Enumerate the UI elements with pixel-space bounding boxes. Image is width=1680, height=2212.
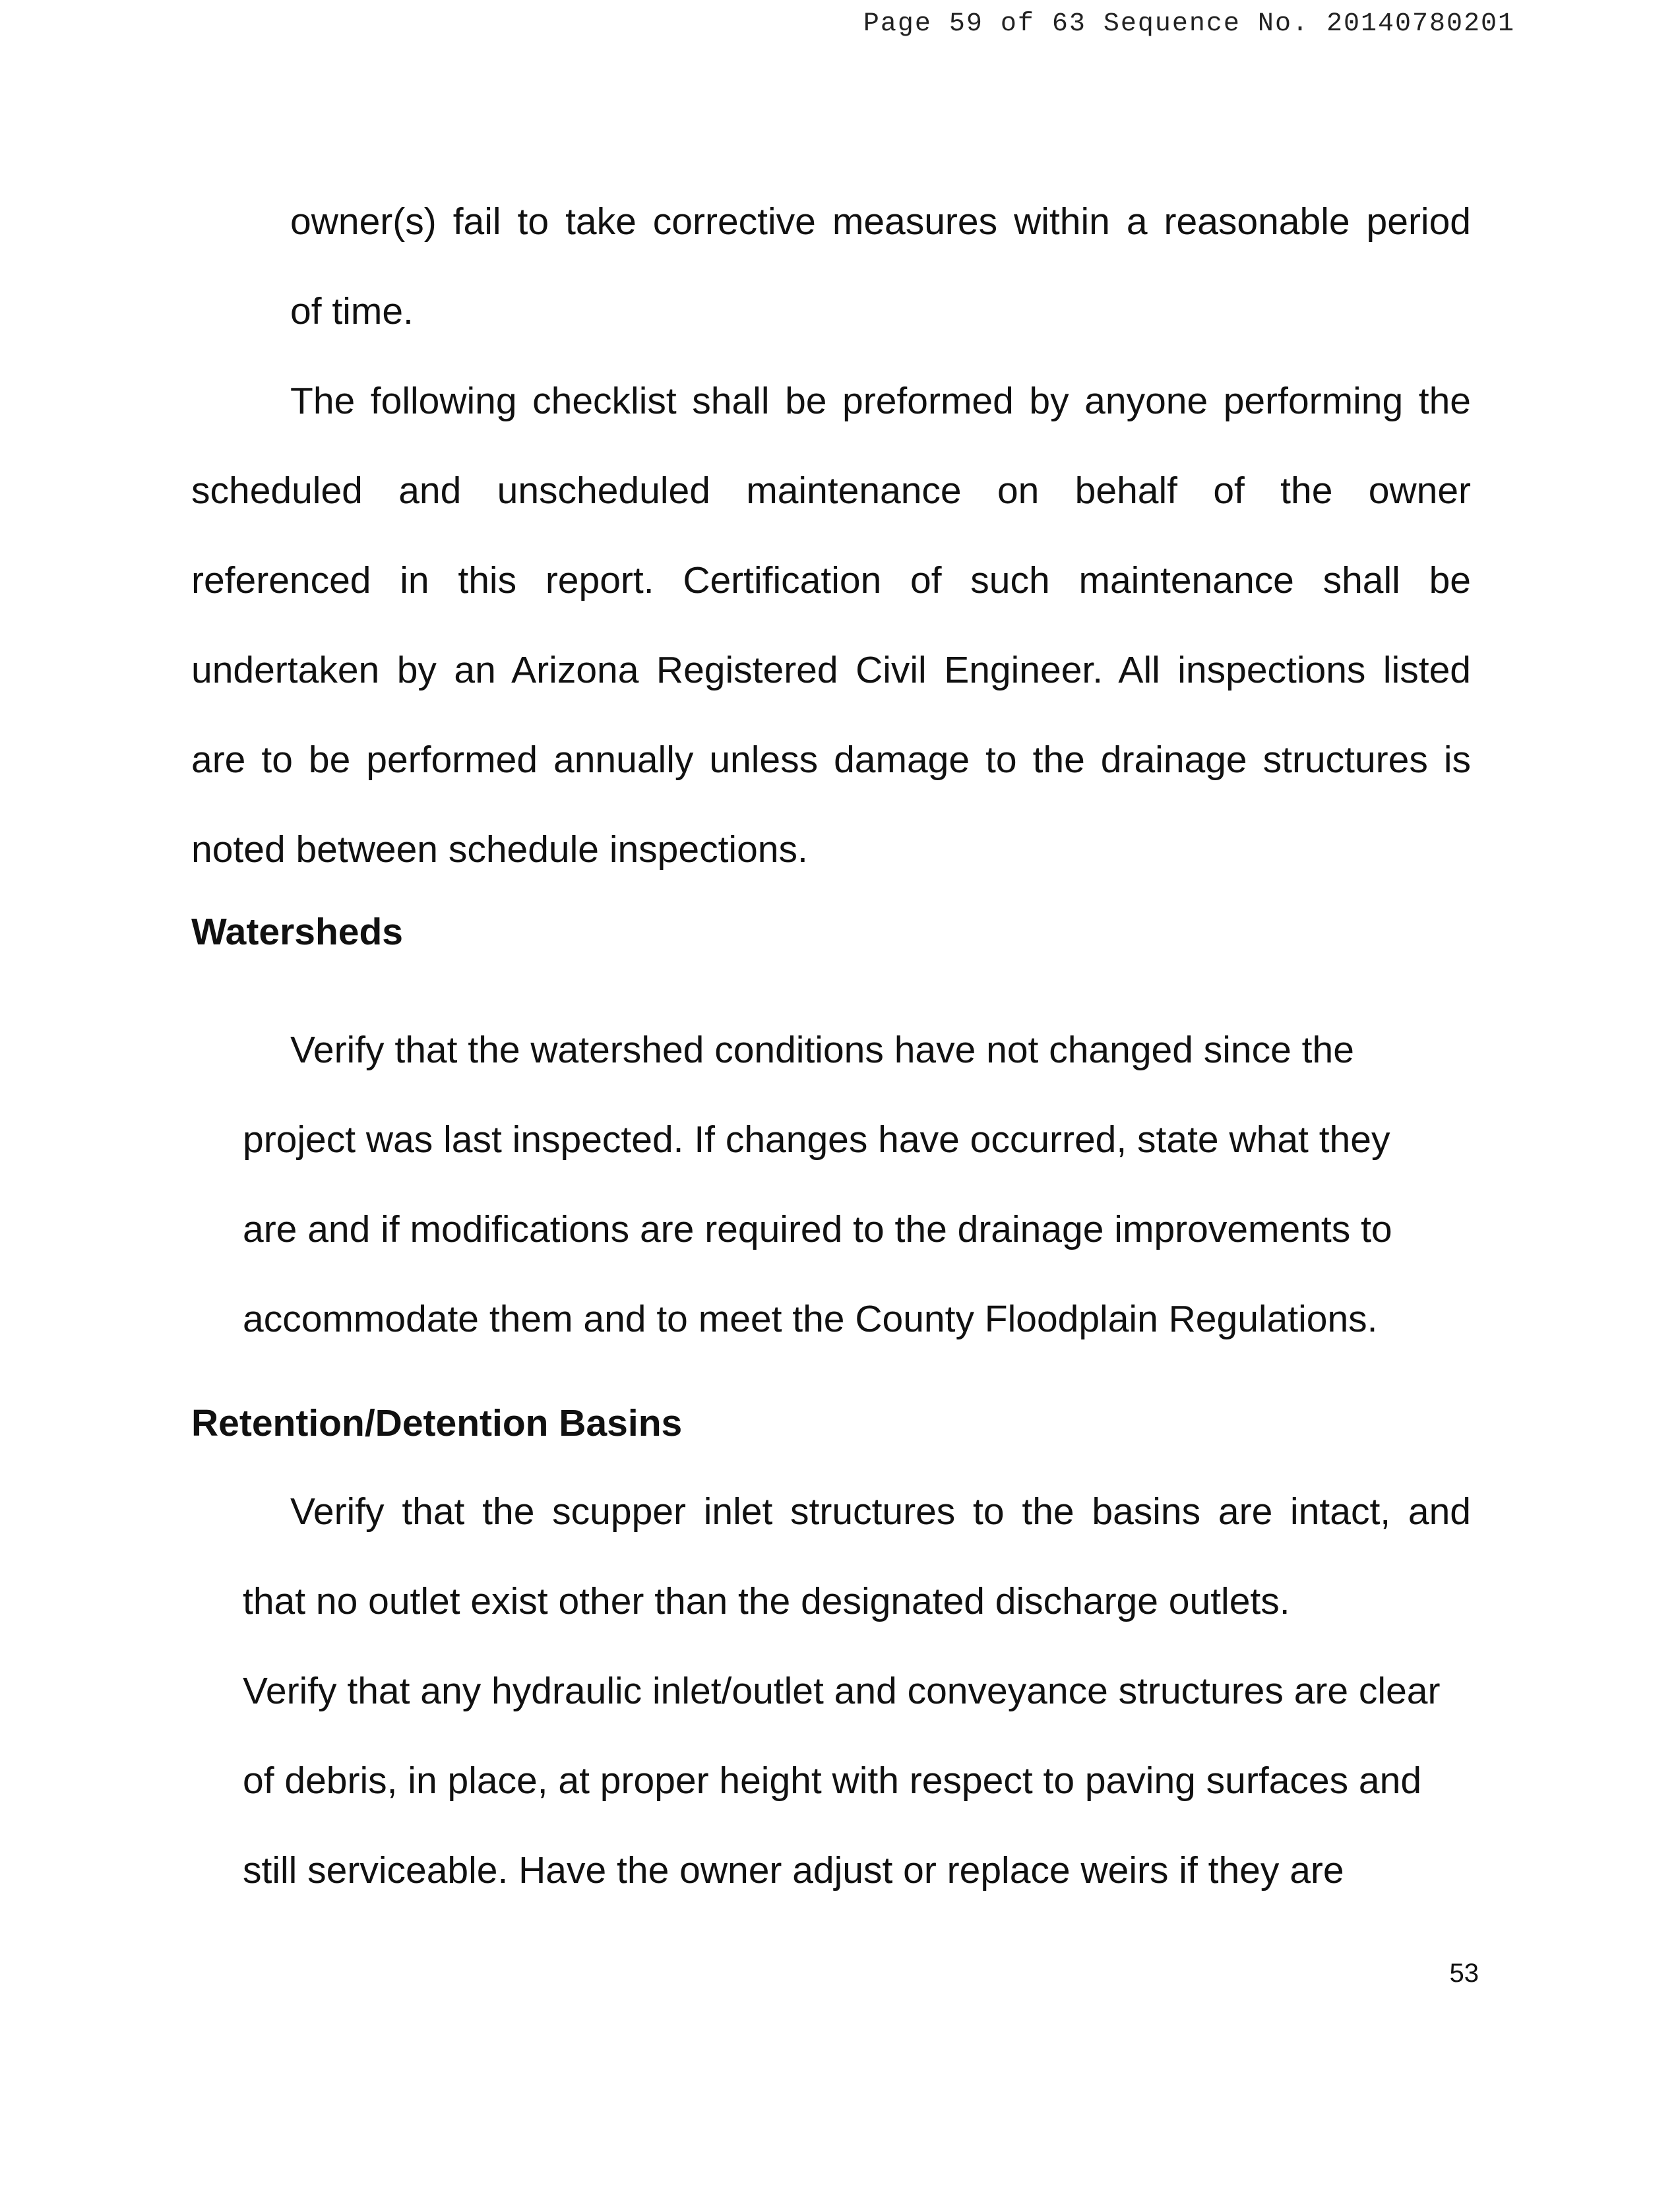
paragraph-corrective-measures (290, 177, 1471, 356)
paragraph-line: of time. (290, 290, 414, 332)
paragraph-line: still serviceable. Have the owner adjust or replace weirs if they are (243, 1849, 1344, 1891)
paragraph-line: Verify that the scupper inlet structures to the basins are intact, and (290, 1490, 1471, 1533)
section-heading-watersheds: Watersheds (191, 911, 403, 953)
section-heading-retention-detention-basins: Retention/Detention Basins (191, 1402, 683, 1444)
paragraph-line: owner(s) fail to take corrective measures within a reasonable period (290, 200, 1471, 243)
paragraph-line: that no outlet exist other than the designated discharge outlets. (243, 1580, 1290, 1622)
paragraph-line: noted between schedule inspections. (191, 828, 808, 871)
paragraph-checklist-intro (191, 356, 1471, 894)
paragraph-line: Verify that any hydraulic inlet/outlet and conveyance structures are clear (243, 1670, 1441, 1712)
paragraph-line: undertaken by an Arizona Registered Civil Engineer. All inspections listed (191, 649, 1471, 691)
paragraph-line: Verify that the watershed conditions have not changed since the (290, 1029, 1354, 1071)
paragraph-line: are to be performed annually unless damage to the drainage structures is (191, 739, 1471, 781)
page-number: 53 (1449, 1959, 1479, 1988)
paragraph-line: of debris, in place, at proper height with respect to paving surfaces and (243, 1760, 1422, 1802)
paragraph-line: referenced in this report. Certification of such maintenance shall be (191, 559, 1471, 601)
section-body-retention-detention-basins (243, 1467, 1471, 1915)
paragraph-line: scheduled and unscheduled maintenance on behalf of the owner (191, 470, 1471, 512)
paragraph-line: are and if modifications are required to the drainage improvements to (243, 1208, 1392, 1250)
section-body-watersheds (243, 1005, 1430, 1364)
paragraph-line: accommodate them and to meet the County Floodplain Regulations. (243, 1298, 1378, 1340)
paragraph-line: The following checklist shall be preformed by anyone performing the (290, 380, 1471, 422)
page-sequence-stamp: Page 59 of 63 Sequence No. 20140780201 (863, 9, 1515, 39)
paragraph-line: project was last inspected. If changes have occurred, state what they (243, 1119, 1390, 1161)
